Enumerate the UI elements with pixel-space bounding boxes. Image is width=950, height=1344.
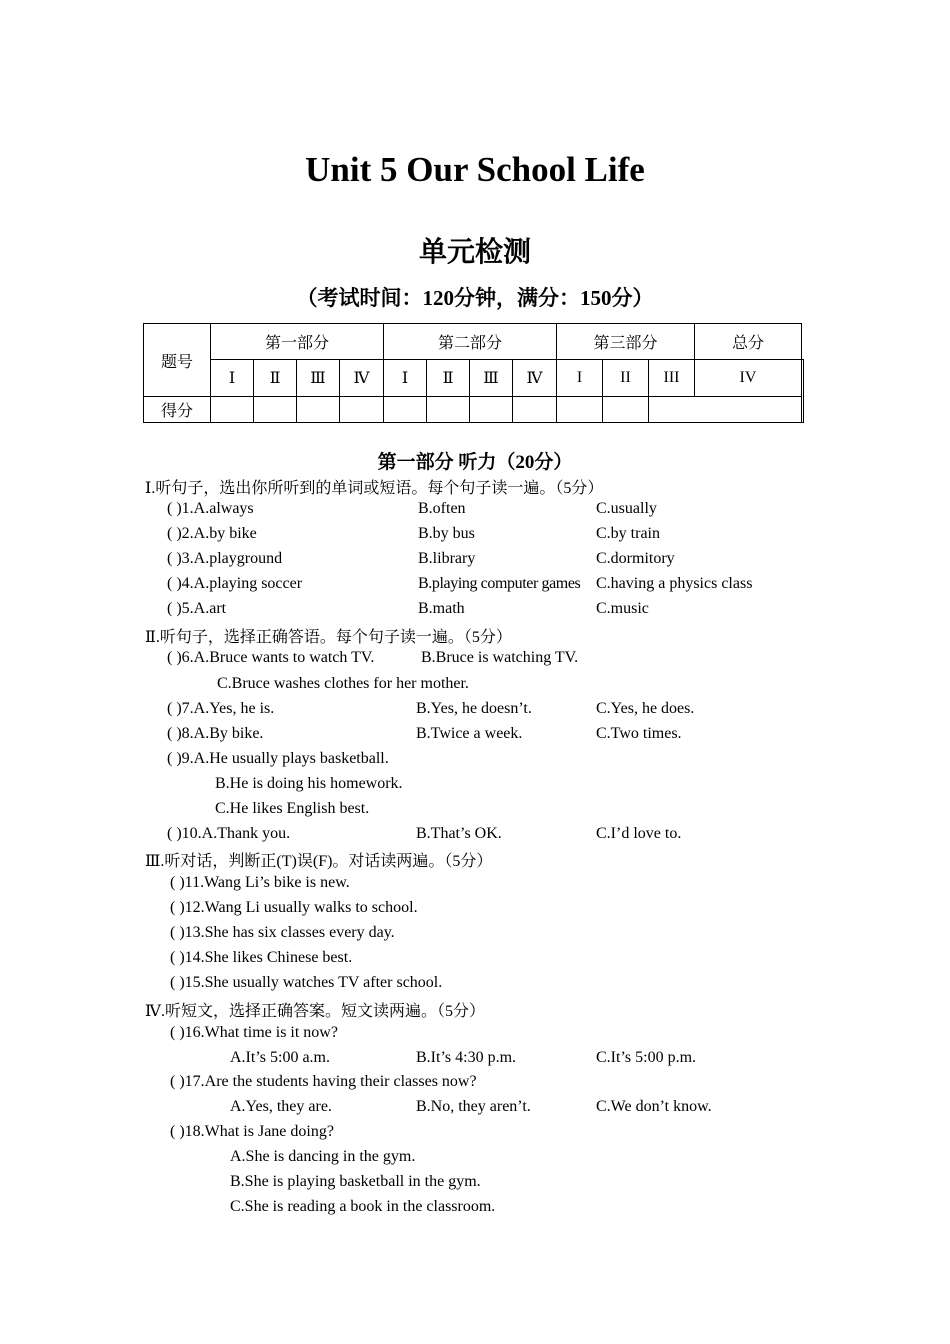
question-option: ( )7.A.Yes, he is. — [167, 700, 275, 717]
score-cell[interactable] — [211, 397, 254, 423]
section-heading: Ⅳ.听短文，选择正确答案。短文读两遍。（5分） — [145, 1003, 485, 1020]
score-table-sub: Ⅱ — [427, 360, 470, 397]
score-table-sub: III — [649, 360, 695, 397]
question-option: A.She is dancing in the gym. — [230, 1148, 416, 1165]
question-stem: ( )18.What is Jane doing? — [170, 1123, 334, 1140]
exam-time-info: （考试时间：120分钟，满分：150分） — [296, 286, 654, 310]
question-option: B.library — [418, 550, 476, 567]
section-heading: Ⅰ.听句子，选出你所听到的单词或短语。每个句子读一遍。（5分） — [145, 480, 604, 497]
question-option: A.Yes, they are. — [230, 1098, 332, 1115]
question-stem: ( )17.Are the students having their classes now? — [170, 1073, 477, 1090]
score-cell[interactable] — [557, 397, 603, 423]
score-table-row-label: 得分 — [144, 397, 211, 423]
question-option: B.Bruce is watching TV. — [421, 649, 579, 666]
question-option: ( )2.A.by bike — [167, 525, 257, 542]
question-option: C.I’d love to. — [596, 825, 682, 842]
score-cell[interactable] — [254, 397, 297, 423]
score-cell[interactable] — [603, 397, 649, 423]
section-heading: Ⅱ.听句子，选择正确答语。每个句子读一遍。（5分） — [145, 629, 512, 646]
question-option: C.Bruce washes clothes for her mother. — [217, 675, 469, 692]
part-heading: 第一部分 听力（20分） — [377, 452, 573, 473]
score-table — [143, 323, 804, 423]
question-statement: ( )12.Wang Li usually walks to school. — [170, 899, 418, 916]
question-stem: ( )16.What time is it now? — [170, 1024, 338, 1041]
question-option: C.She is reading a book in the classroom. — [230, 1198, 496, 1215]
question-option: C.Yes, he does. — [596, 700, 695, 717]
score-cell[interactable] — [384, 397, 427, 423]
score-table-part1: 第一部分 — [211, 324, 384, 360]
question-statement: ( )13.She has six classes every day. — [170, 924, 395, 941]
score-table-sub: Ⅳ — [340, 360, 384, 397]
score-table-sub: Ⅳ — [513, 360, 557, 397]
question-option: B.It’s 4:30 p.m. — [416, 1049, 517, 1066]
question-option: ( )9.A.He usually plays basketball. — [167, 750, 389, 767]
score-table-row-label: 题号 — [144, 324, 211, 397]
score-cell[interactable] — [513, 397, 557, 423]
score-table-sub: Ⅲ — [470, 360, 513, 397]
question-statement: ( )15.She usually watches TV after school. — [170, 974, 443, 991]
total-score-cell[interactable] — [802, 360, 804, 423]
question-option: C.dormitory — [596, 550, 675, 567]
question-option: C.Two times. — [596, 725, 682, 742]
question-option: ( )10.A.Thank you. — [167, 825, 291, 842]
score-table-sub: Ⅰ — [384, 360, 427, 397]
score-cell[interactable] — [340, 397, 384, 423]
question-option: B.No, they aren’t. — [416, 1098, 531, 1115]
question-option: C.having a physics class — [596, 575, 753, 592]
question-option: ( )3.A.playground — [167, 550, 283, 567]
page-title: Unit 5 Our School Life — [305, 150, 645, 189]
question-option: C.by train — [596, 525, 660, 542]
question-option: C.We don’t know. — [596, 1098, 712, 1115]
score-cell[interactable] — [649, 397, 802, 423]
question-option: ( )4.A.playing soccer — [167, 575, 303, 592]
score-cell[interactable] — [427, 397, 470, 423]
question-option: ( )8.A.By bike. — [167, 725, 264, 742]
question-statement: ( )11.Wang Li’s bike is new. — [170, 874, 350, 891]
score-table-total: 总分 — [695, 324, 802, 360]
question-option: C.music — [596, 600, 649, 617]
question-option: B.She is playing basketball in the gym. — [230, 1173, 481, 1190]
question-option: ( )1.A.always — [167, 500, 254, 517]
question-statement: ( )14.She likes Chinese best. — [170, 949, 353, 966]
score-table-part2: 第二部分 — [384, 324, 557, 360]
question-option: C.usually — [596, 500, 657, 517]
score-table-sub: I — [557, 360, 603, 397]
question-option: A.It’s 5:00 a.m. — [230, 1049, 330, 1066]
question-option: B.Yes, he doesn’t. — [416, 700, 532, 717]
question-option: B.Twice a week. — [416, 725, 523, 742]
question-option: C.It’s 5:00 p.m. — [596, 1049, 697, 1066]
question-option: B.playing computer games — [418, 575, 581, 592]
question-option: C.He likes English best. — [215, 800, 370, 817]
question-option: ( )6.A.Bruce wants to watch TV. — [167, 649, 375, 666]
score-table-sub: Ⅱ — [254, 360, 297, 397]
question-option: B.That’s OK. — [416, 825, 502, 842]
question-option: B.by bus — [418, 525, 475, 542]
score-cell[interactable] — [297, 397, 340, 423]
score-table-sub: II — [603, 360, 649, 397]
score-cell[interactable] — [470, 397, 513, 423]
score-table-sub: Ⅰ — [211, 360, 254, 397]
question-option: B.He is doing his homework. — [215, 775, 403, 792]
question-option: B.math — [418, 600, 465, 617]
score-table-sub: IV — [695, 360, 802, 397]
score-table-part3: 第三部分 — [557, 324, 695, 360]
section-heading: Ⅲ.听对话，判断正(T)误(F)。对话读两遍。（5分） — [145, 853, 493, 870]
score-table-sub: Ⅲ — [297, 360, 340, 397]
question-option: B.often — [418, 500, 466, 517]
question-option: ( )5.A.art — [167, 600, 227, 617]
page-subtitle: 单元检测 — [418, 235, 531, 268]
